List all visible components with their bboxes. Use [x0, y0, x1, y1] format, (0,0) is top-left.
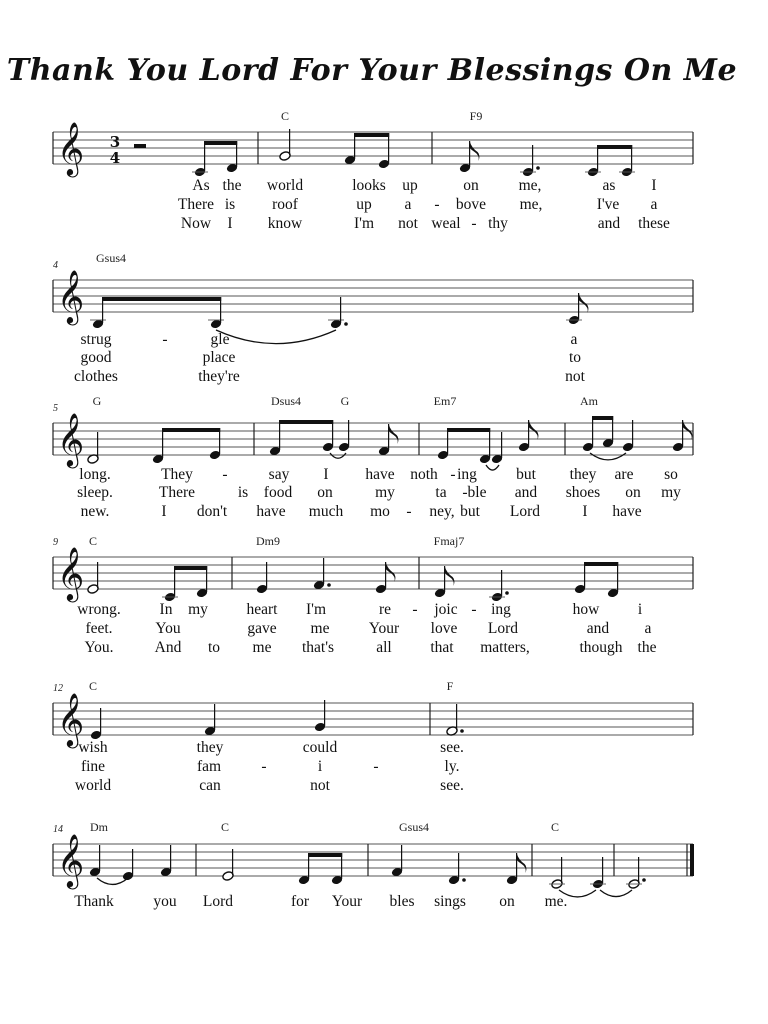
- lyric-syllable: i: [317, 758, 323, 775]
- lyric-syllable: -: [412, 601, 418, 618]
- lyric-syllable: the: [222, 177, 242, 194]
- bar-number: 14: [53, 824, 63, 835]
- lyric-syllable: good: [80, 349, 112, 366]
- lyric-syllable: -: [222, 466, 228, 483]
- lyric-syllable: my: [375, 484, 395, 501]
- lyric-syllable: how: [572, 601, 600, 618]
- note-beam: [447, 428, 490, 432]
- lyric-syllable: all: [376, 639, 392, 656]
- lyric-syllable: In: [159, 601, 173, 618]
- chord-symbol: Fmaj7: [433, 534, 465, 548]
- lyric-syllable: There: [177, 196, 215, 213]
- lyric-syllable: I: [651, 177, 657, 194]
- lyric-syllable: don't: [196, 503, 228, 520]
- bar-number: 12: [53, 683, 63, 694]
- lyric-syllable: place: [202, 349, 236, 366]
- lyric-syllable: on: [499, 893, 515, 910]
- lyric-syllable: I: [323, 466, 329, 483]
- lyric-syllable: fine: [80, 758, 106, 775]
- note-flag: [517, 853, 527, 873]
- lyric-syllable: re: [378, 601, 392, 618]
- lyric-syllable: Your: [331, 893, 363, 910]
- lyric-syllable: they: [196, 739, 224, 756]
- lyric-syllable: not: [565, 368, 585, 385]
- system-4: [53, 534, 693, 656]
- note-beam: [308, 853, 342, 857]
- system-3: [53, 394, 693, 520]
- augmentation-dot: [460, 729, 464, 733]
- time-signature-bottom: 4: [109, 149, 121, 167]
- chord-symbol: Dm9: [256, 534, 280, 548]
- lyric-syllable: and: [514, 484, 538, 501]
- lyric-syllable: not: [398, 215, 418, 232]
- augmentation-dot: [462, 878, 466, 882]
- lyric-syllable: -: [450, 466, 456, 483]
- lyric-syllable: They: [161, 466, 193, 483]
- treble-clef: 𝄞: [57, 269, 85, 323]
- lyric-syllable: matters,: [480, 639, 530, 656]
- note-beam: [584, 562, 618, 566]
- slur: [486, 465, 499, 470]
- lyric-syllable: gave: [247, 620, 277, 637]
- treble-clef: 𝄞: [57, 412, 85, 466]
- note-flag: [389, 424, 399, 444]
- lyric-syllable: me: [310, 620, 330, 637]
- lyric-syllable: know: [267, 215, 303, 232]
- slur: [590, 453, 626, 460]
- chord-symbol: C: [280, 109, 290, 123]
- lyric-syllable: ble: [467, 484, 487, 501]
- lyric-syllable: Now: [180, 215, 212, 232]
- lyric-syllable: -: [434, 196, 440, 213]
- augmentation-dot: [344, 322, 348, 326]
- lyric-syllable: mo: [370, 503, 390, 520]
- treble-clef: 𝄞: [57, 546, 85, 600]
- lyric-syllable: Thank: [74, 893, 114, 910]
- lyric-syllable: You: [155, 620, 181, 637]
- lyric-syllable: a: [570, 331, 578, 348]
- lyric-syllable: to: [207, 639, 221, 656]
- system-6: [53, 820, 694, 910]
- lyric-syllable: -: [373, 758, 379, 775]
- lyric-syllable: bove: [455, 196, 487, 213]
- lyric-syllable: and: [586, 620, 610, 637]
- lyric-syllable: have: [612, 503, 642, 520]
- lyric-syllable: -: [261, 758, 267, 775]
- note-beam: [204, 141, 237, 145]
- lyric-syllable: ta: [435, 484, 447, 501]
- lyric-syllable: a: [650, 196, 658, 213]
- lyric-syllable: joic: [434, 601, 458, 618]
- lyric-syllable: As: [192, 177, 210, 194]
- lyric-syllable: food: [263, 484, 293, 501]
- system-1: [53, 109, 693, 232]
- lyric-syllable: Lord: [202, 893, 234, 910]
- lyric-syllable: -: [406, 503, 412, 520]
- note-beam: [174, 566, 207, 570]
- lyric-syllable: I: [161, 503, 167, 520]
- lyric-syllable: a: [404, 196, 412, 213]
- note-beam: [162, 428, 220, 432]
- lyric-syllable: to: [568, 349, 582, 366]
- lyric-syllable: on: [317, 484, 333, 501]
- chord-symbol: Dsus4: [270, 394, 302, 408]
- lyric-syllable: i: [637, 601, 643, 618]
- lyric-syllable: roof: [272, 196, 298, 213]
- note-beam: [102, 297, 221, 301]
- lyric-syllable: up: [356, 196, 372, 213]
- lyric-syllable: is: [237, 484, 249, 501]
- time-signature-top: 3: [109, 133, 121, 151]
- lyric-syllable: so: [664, 466, 678, 483]
- lyric-syllable: I: [227, 215, 233, 232]
- lyric-syllable: but: [516, 466, 536, 483]
- final-barline-thick: [690, 844, 694, 876]
- lyric-syllable: love: [430, 620, 458, 637]
- lyric-syllable: me,: [519, 196, 543, 213]
- lyric-syllable: I'm: [305, 601, 327, 618]
- lyric-syllable: and: [597, 215, 621, 232]
- lyric-syllable: the: [637, 639, 657, 656]
- treble-clef: 𝄞: [57, 833, 85, 887]
- lyric-syllable: my: [188, 601, 208, 618]
- lyric-syllable: they're: [198, 368, 240, 385]
- lyric-syllable: noth: [410, 466, 438, 483]
- lyric-syllable: strug: [80, 331, 112, 348]
- lyric-syllable: have: [365, 466, 395, 483]
- lyric-syllable: looks: [352, 177, 386, 194]
- lyric-syllable: me,: [518, 177, 542, 194]
- lyric-syllable: I'm: [353, 215, 375, 232]
- lyric-syllable: I've: [596, 196, 620, 213]
- lyric-syllable: could: [302, 739, 338, 756]
- chord-symbol: G: [92, 394, 102, 408]
- lyric-syllable: you: [153, 893, 177, 910]
- treble-clef: 𝄞: [57, 121, 85, 175]
- lyric-syllable: have: [256, 503, 286, 520]
- slur: [600, 890, 632, 897]
- note-flag: [470, 141, 480, 161]
- note-beam: [592, 416, 613, 420]
- bar-number: 9: [53, 537, 58, 548]
- lyric-syllable: but: [460, 503, 480, 520]
- lyric-syllable: up: [402, 177, 418, 194]
- music-systems: [53, 109, 694, 910]
- bar-number: 4: [53, 260, 58, 271]
- lyric-syllable: world: [266, 177, 304, 194]
- slur: [330, 453, 346, 458]
- chord-symbol: C: [220, 820, 230, 834]
- lyric-syllable: Your: [368, 620, 400, 637]
- chord-symbol: Gsus4: [398, 820, 430, 834]
- chord-symbol: G: [340, 394, 350, 408]
- lyric-syllable: my: [661, 484, 681, 501]
- lyric-syllable: ly.: [444, 758, 460, 775]
- lyric-syllable: as: [602, 177, 616, 194]
- lyric-syllable: And: [154, 639, 182, 656]
- lyric-syllable: that's: [301, 639, 335, 656]
- lyric-syllable: new.: [80, 503, 110, 520]
- chord-symbol: Gsus4: [95, 251, 127, 265]
- lyric-syllable: can: [199, 777, 221, 794]
- lyric-syllable: not: [310, 777, 330, 794]
- note-flag: [445, 566, 455, 586]
- lyric-syllable: for: [290, 893, 310, 910]
- chord-symbol: C: [88, 679, 98, 693]
- lyric-syllable: heart: [246, 601, 278, 618]
- half-rest: [134, 144, 146, 148]
- lyric-syllable: these: [638, 215, 670, 232]
- lyric-syllable: -: [162, 331, 168, 348]
- lyric-syllable: wrong.: [77, 601, 121, 618]
- system-2: [53, 251, 693, 385]
- lyric-syllable: are: [614, 466, 634, 483]
- lyric-syllable: There: [158, 484, 196, 501]
- system-5: [53, 679, 693, 794]
- lyric-syllable: gle: [210, 331, 230, 348]
- lyric-syllable: I: [582, 503, 588, 520]
- lyric-syllable: weal: [431, 215, 461, 232]
- lyric-syllable: ing: [457, 466, 477, 483]
- lyric-syllable: though: [579, 639, 623, 656]
- lyric-syllable: clothes: [74, 368, 118, 385]
- augmentation-dot: [642, 878, 646, 882]
- lyric-syllable: You.: [84, 639, 114, 656]
- slur: [216, 330, 336, 344]
- lyric-syllable: on: [625, 484, 641, 501]
- lyric-syllable: me.: [544, 893, 568, 910]
- lyric-syllable: -: [471, 601, 477, 618]
- lyric-syllable: shoes: [565, 484, 601, 501]
- lyric-syllable: long.: [79, 466, 111, 483]
- lyric-syllable: Lord: [509, 503, 541, 520]
- lyric-syllable: that: [430, 639, 454, 656]
- lyric-syllable: on: [463, 177, 479, 194]
- lyric-syllable: say: [268, 466, 290, 483]
- chord-symbol: F: [446, 679, 454, 693]
- note-beam: [354, 133, 389, 137]
- bar-number: 5: [53, 403, 58, 414]
- augmentation-dot: [505, 591, 509, 595]
- lyric-syllable: me: [252, 639, 272, 656]
- lyric-syllable: wish: [78, 739, 108, 756]
- chord-symbol: C: [550, 820, 560, 834]
- lyric-syllable: Lord: [487, 620, 519, 637]
- lyric-syllable: feet.: [85, 620, 113, 637]
- chord-symbol: Am: [580, 394, 598, 408]
- lyric-syllable: they: [569, 466, 597, 483]
- slur: [97, 878, 128, 884]
- lyric-syllable: -: [462, 484, 468, 501]
- note-beam: [279, 420, 333, 424]
- augmentation-dot: [536, 166, 540, 170]
- lyric-syllable: see.: [440, 739, 464, 756]
- lyric-syllable: see.: [440, 777, 464, 794]
- lyric-syllable: ney,: [429, 503, 455, 520]
- lyric-syllable: world: [74, 777, 112, 794]
- chord-symbol: Em7: [433, 394, 457, 408]
- lyric-syllable: is: [224, 196, 236, 213]
- note-beam: [597, 145, 632, 149]
- song-title: Thank You Lord For Your Blessings On Me: [6, 53, 738, 88]
- lyric-syllable: ing: [491, 601, 511, 618]
- chord-symbol: Dm: [90, 820, 108, 834]
- chord-symbol: F9: [469, 109, 483, 123]
- lyric-syllable: thy: [488, 215, 508, 232]
- lyric-syllable: bles: [389, 893, 415, 910]
- lyric-syllable: -: [471, 215, 477, 232]
- augmentation-dot: [327, 583, 331, 587]
- treble-clef: 𝄞: [57, 692, 85, 746]
- lyric-syllable: sings: [434, 893, 466, 910]
- lyric-syllable: fam: [196, 758, 222, 775]
- chord-symbol: C: [88, 534, 98, 548]
- lyric-syllable: a: [644, 620, 652, 637]
- lyric-syllable: much: [308, 503, 344, 520]
- lyric-syllable: sleep.: [77, 484, 113, 501]
